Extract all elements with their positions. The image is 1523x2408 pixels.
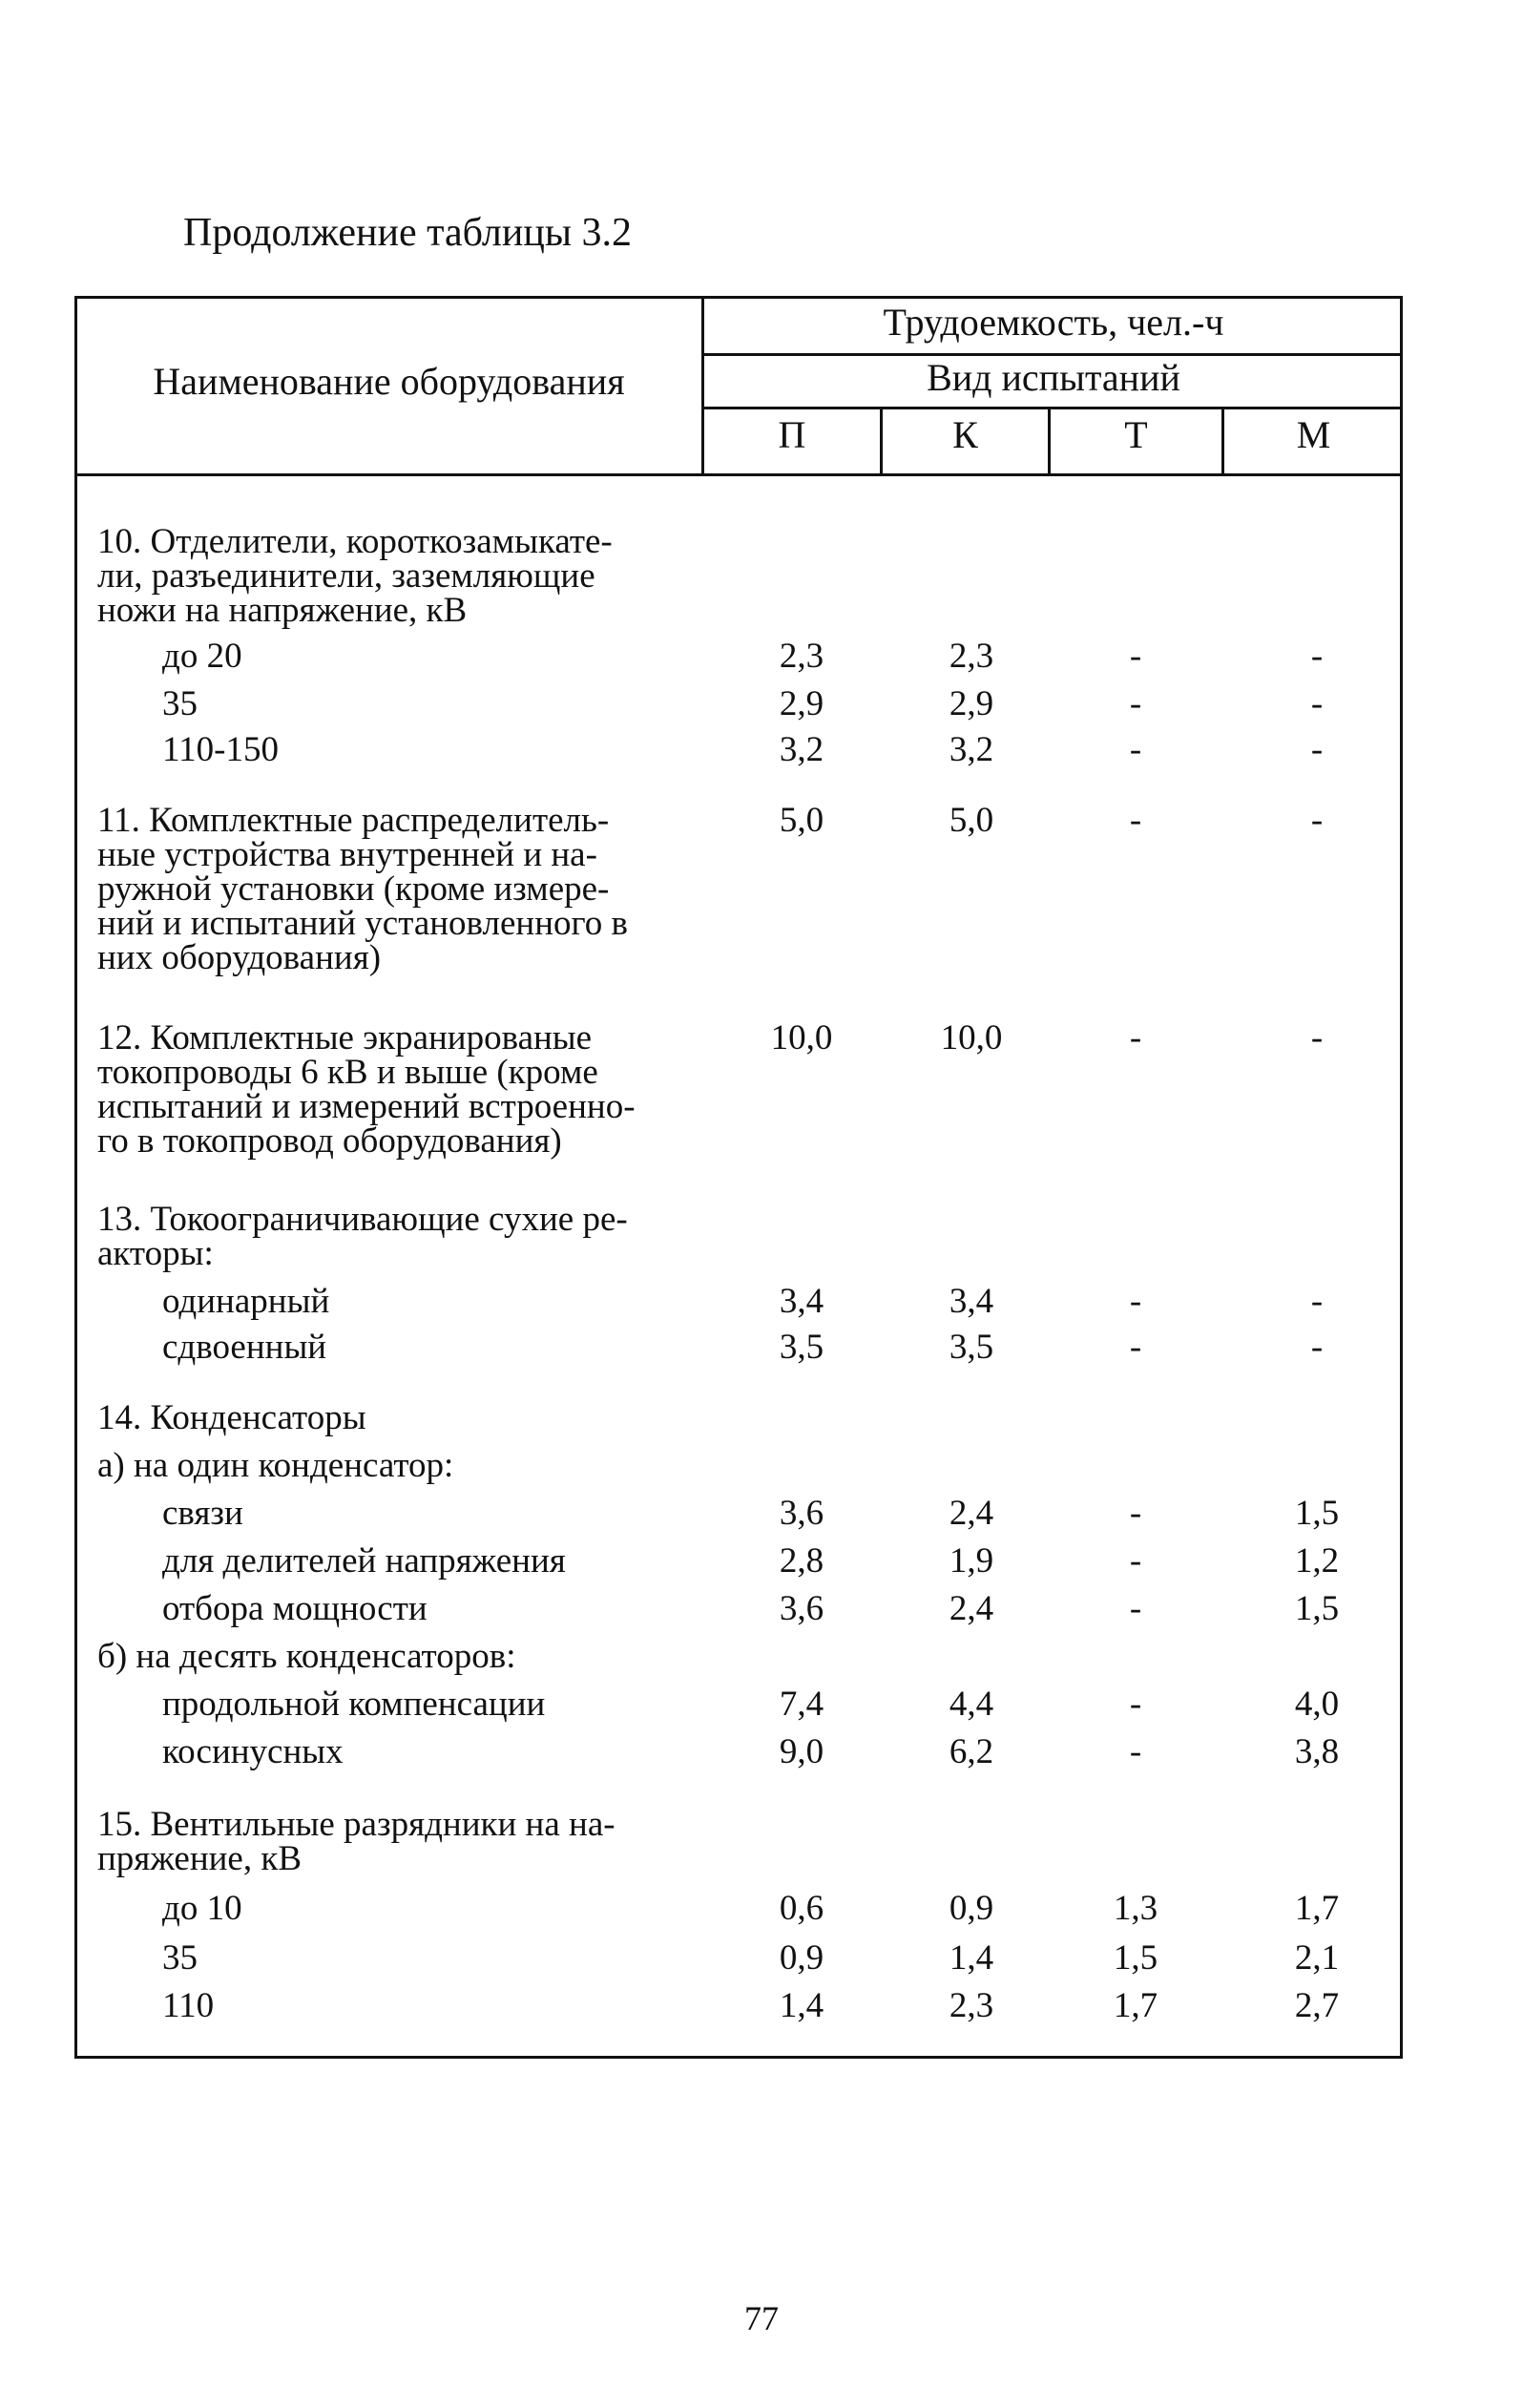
table-row	[0, 1493, 1523, 1535]
header-col-k: К	[952, 413, 978, 456]
table-caption: Продолжение таблицы 3.2	[183, 211, 633, 255]
header-labor-intensity: Трудоемкость, чел.-ч	[883, 301, 1224, 344]
table-row	[0, 1233, 1523, 1275]
value-k: 2,4	[949, 1494, 994, 1533]
table-row	[0, 1888, 1523, 1930]
value-p: 3,6	[779, 1589, 824, 1628]
value-p: 3,4	[779, 1282, 824, 1321]
value-k: 6,2	[949, 1732, 994, 1771]
value-t: -	[1129, 730, 1142, 769]
header-equipment-name: Наименование оборудования	[153, 360, 625, 403]
table-row	[0, 1120, 1523, 1162]
value-k: 3,5	[949, 1328, 994, 1367]
value-m: -	[1310, 1018, 1324, 1057]
table-row	[0, 1985, 1523, 2027]
value-t: 1,7	[1113, 1986, 1158, 2025]
row-label: акторы:	[97, 1234, 214, 1273]
row-label: ний и испытаний установленного в	[97, 904, 628, 943]
row-label: 13. Токоограничивающие сухие ре-	[97, 1200, 628, 1239]
value-m: -	[1310, 730, 1324, 769]
value-m: 1,7	[1294, 1889, 1340, 1928]
value-k: 10,0	[940, 1018, 1003, 1057]
value-t: -	[1129, 1282, 1142, 1321]
value-k: 1,4	[949, 1938, 994, 1978]
value-t: -	[1129, 684, 1142, 723]
row-label: до 10	[162, 1889, 242, 1928]
value-m: -	[1310, 1282, 1324, 1321]
table-row	[0, 1445, 1523, 1487]
row-label: го в токопровод оборудования)	[97, 1121, 562, 1161]
row-label: одинарный	[162, 1282, 330, 1321]
value-m: 3,8	[1294, 1732, 1340, 1771]
table-row	[0, 937, 1523, 979]
value-p: 2,8	[779, 1541, 824, 1581]
value-m: 2,1	[1294, 1938, 1340, 1978]
row-label: ножи на напряжение, кВ	[97, 591, 468, 630]
value-k: 0,9	[949, 1889, 994, 1928]
table-row	[0, 1397, 1523, 1439]
value-m: 1,2	[1294, 1541, 1340, 1581]
value-p: 7,4	[779, 1685, 824, 1724]
row-label: ли, разъединители, заземляющие	[97, 556, 595, 596]
table-row	[0, 636, 1523, 678]
value-m: 1,5	[1294, 1494, 1340, 1533]
value-t: -	[1129, 801, 1142, 840]
value-k: 5,0	[949, 801, 994, 840]
row-label: продольной компенсации	[162, 1685, 546, 1724]
row-label: 12. Комплектные экранированые	[97, 1018, 593, 1057]
table-row	[0, 1540, 1523, 1582]
value-p: 3,5	[779, 1328, 824, 1367]
value-p: 0,6	[779, 1889, 824, 1928]
row-label: б) на десять конденсаторов:	[97, 1637, 516, 1676]
row-label: косинусных	[162, 1732, 344, 1771]
value-m: -	[1310, 1328, 1324, 1367]
table-row	[0, 1636, 1523, 1678]
row-label: них оборудования)	[97, 938, 382, 977]
table-row	[0, 1588, 1523, 1630]
row-label: 15. Вентильные разрядники на на-	[97, 1805, 615, 1844]
value-m: 2,7	[1294, 1986, 1340, 2025]
row-label: 110-150	[162, 730, 279, 769]
table-row	[0, 1937, 1523, 1979]
table-row	[0, 1731, 1523, 1773]
value-t: -	[1129, 1541, 1142, 1581]
value-t: -	[1129, 1018, 1142, 1057]
row-label: 110	[162, 1986, 215, 2025]
value-t: -	[1129, 1589, 1142, 1628]
table-row	[0, 1838, 1523, 1880]
value-k: 1,9	[949, 1541, 994, 1581]
row-label: отбора мощности	[162, 1589, 428, 1628]
row-label: 35	[162, 684, 198, 723]
header-col-t: Т	[1124, 413, 1148, 456]
value-k: 3,2	[949, 730, 994, 769]
value-p: 0,9	[779, 1938, 824, 1978]
value-p: 9,0	[779, 1732, 824, 1771]
value-m: 1,5	[1294, 1589, 1340, 1628]
value-t: -	[1129, 1685, 1142, 1724]
value-p: 2,3	[779, 637, 824, 676]
value-p: 5,0	[779, 801, 824, 840]
row-label: 14. Конденсаторы	[97, 1398, 366, 1437]
value-p: 10,0	[770, 1018, 833, 1057]
value-p: 3,2	[779, 730, 824, 769]
value-k: 2,9	[949, 684, 994, 723]
table-row	[0, 683, 1523, 725]
header-col-m: М	[1296, 413, 1331, 456]
value-m: -	[1310, 801, 1324, 840]
row-label: ружной установки (кроме измере-	[97, 869, 610, 909]
value-t: -	[1129, 637, 1142, 676]
value-k: 3,4	[949, 1282, 994, 1321]
row-label: 11. Комплектные распределитель-	[97, 801, 610, 840]
value-m: -	[1310, 684, 1324, 723]
value-k: 2,3	[949, 637, 994, 676]
value-t: 1,5	[1113, 1938, 1158, 1978]
header-col-p: П	[778, 413, 806, 456]
row-label: ные устройства внутренней и на-	[97, 835, 597, 874]
row-label: для делителей напряжения	[162, 1541, 566, 1581]
row-label: пряжение, кВ	[97, 1839, 302, 1878]
value-t: -	[1129, 1494, 1142, 1533]
table-row	[0, 1684, 1523, 1726]
row-label: связи	[162, 1494, 243, 1533]
value-k: 4,4	[949, 1685, 994, 1724]
value-t: 1,3	[1113, 1889, 1158, 1928]
table-row	[0, 1281, 1523, 1323]
row-label: испытаний и измерений встроенно-	[97, 1087, 636, 1126]
row-label: 35	[162, 1938, 198, 1978]
table-row	[0, 729, 1523, 771]
page-number: 77	[744, 2299, 779, 2337]
row-label: до 20	[162, 637, 242, 676]
value-p: 1,4	[779, 1986, 824, 2025]
value-p: 2,9	[779, 684, 824, 723]
header-test-type: Вид испытаний	[927, 356, 1180, 399]
value-m: 4,0	[1294, 1685, 1340, 1724]
value-k: 2,4	[949, 1589, 994, 1628]
value-k: 2,3	[949, 1986, 994, 2025]
row-label: а) на один конденсатор:	[97, 1446, 454, 1485]
row-label: токопроводы 6 кВ и выше (кроме	[97, 1053, 598, 1092]
row-label: сдвоенный	[162, 1328, 327, 1367]
table-row	[0, 590, 1523, 632]
table-row	[0, 1327, 1523, 1369]
row-label: 10. Отделители, короткозамыкате-	[97, 522, 613, 561]
value-t: -	[1129, 1328, 1142, 1367]
value-t: -	[1129, 1732, 1142, 1771]
value-p: 3,6	[779, 1494, 824, 1533]
value-m: -	[1310, 637, 1324, 676]
